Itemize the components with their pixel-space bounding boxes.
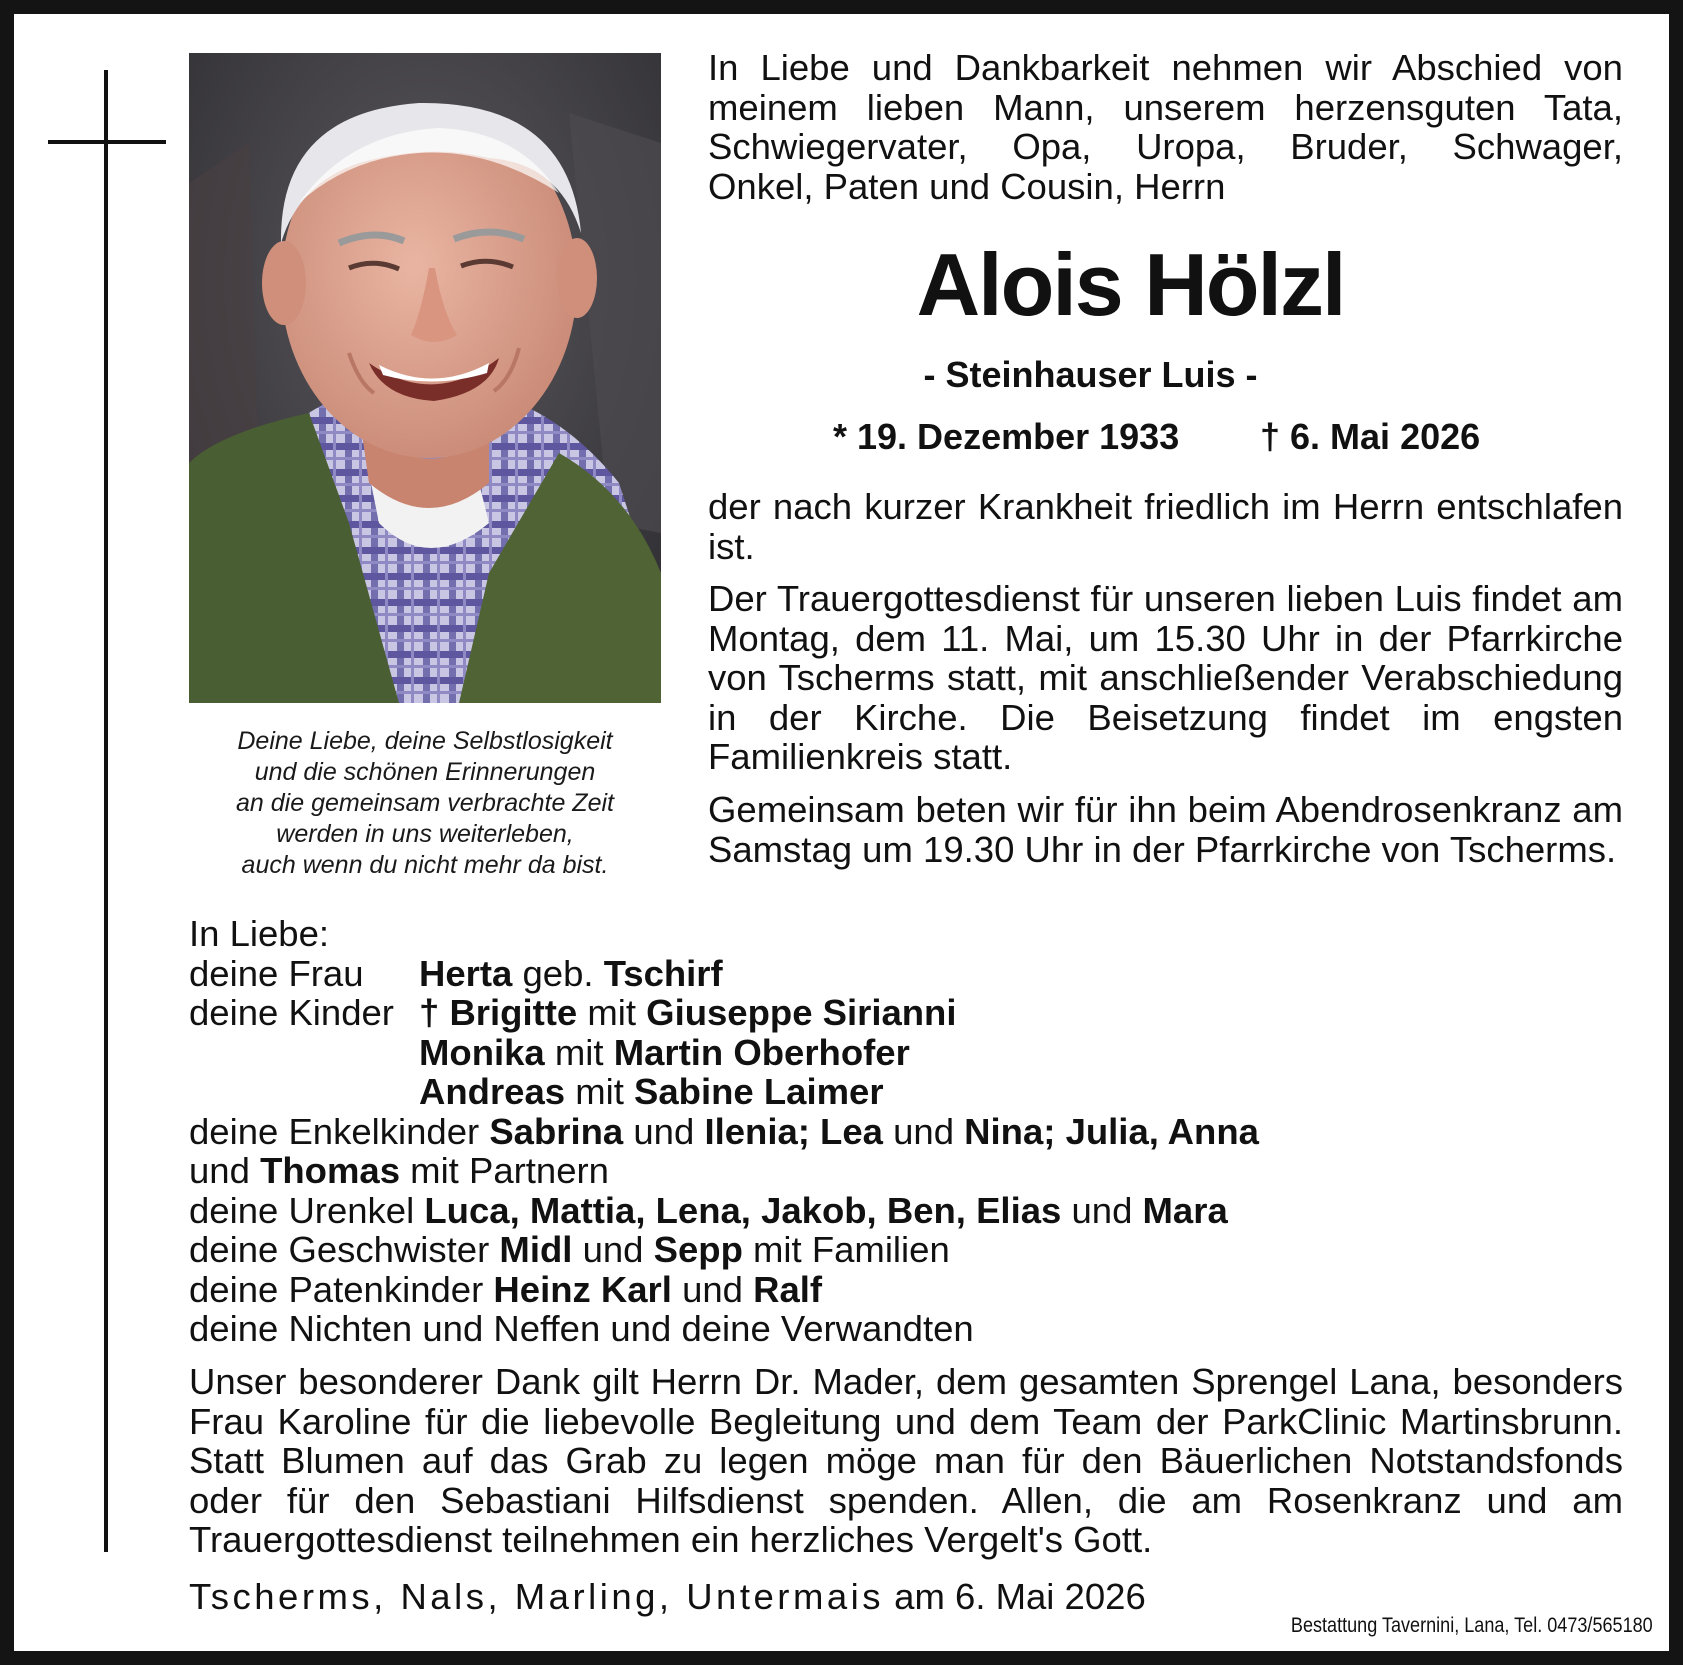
family-name: Giuseppe Sirianni xyxy=(646,992,957,1033)
family-label: deine Geschwister xyxy=(189,1229,490,1270)
family-row-children xyxy=(189,1033,1629,1073)
family-name: Ralf xyxy=(753,1268,823,1310)
family-connector: geb. xyxy=(522,952,594,994)
place-date: am 6. Mai 2026 xyxy=(894,1576,1146,1617)
family-row-children xyxy=(189,1072,1629,1112)
intro-line: Onkel, Paten und Cousin, Herrn xyxy=(708,165,1226,207)
family-connector: mit xyxy=(575,1071,624,1112)
family-name: Tschirf xyxy=(603,952,723,994)
funeral-service-text: Der Trauergottesdienst für unseren lieben Luis findet am Montag, dem 11. Mai, um 15.30 Uhr in der Pfarrkirche von Tscherms statt, mit anschließender Verabschiedung in der Kirche. Die Beisetzung findet im engsten Familienkreis statt. xyxy=(708,578,1623,777)
family-row-grandchildren xyxy=(189,1112,1629,1152)
family-connector: und xyxy=(893,1110,955,1152)
family-name: Monika xyxy=(419,1031,545,1073)
family-name: Sabine Laimer xyxy=(634,1071,884,1112)
quote-line: an die gemeinsam verbrachte Zeit xyxy=(236,789,614,817)
intro-line: In Liebe und Dankbarkeit nehmen wir Abschied von xyxy=(708,47,1623,88)
birth-date: * 19. Dezember 1933 xyxy=(833,416,1180,457)
rosary-text: Gemeinsam beten wir für ihn beim Abendrosenkranz am Samstag um 19.30 Uhr in der Pfarrkirche von Tscherms. xyxy=(708,789,1623,870)
family-name: Sabrina xyxy=(489,1110,624,1152)
quote-line: auch wenn du nicht mehr da bist. xyxy=(241,851,609,879)
family-name: Martin Oberhofer xyxy=(613,1031,910,1073)
family-row-children xyxy=(189,993,1629,1033)
family-connector: mit xyxy=(554,1031,604,1073)
family-connector: und xyxy=(633,1110,695,1152)
family-label: deine Frau xyxy=(189,952,364,994)
quote-line: und die schönen Erinnerungen xyxy=(254,758,596,786)
intro-line: Schwiegervater, Opa, Uropa, Bruder, Schwager, xyxy=(708,126,1623,167)
family-name: Midl xyxy=(499,1229,573,1270)
family-list xyxy=(189,914,1629,1349)
family-label: deine Kinder xyxy=(189,992,394,1033)
family-row-relatives: deine Nichten und Neffen und deine Verwandten xyxy=(189,1308,974,1349)
family-name: Herta xyxy=(419,952,513,994)
family-connector: mit Partnern xyxy=(410,1150,609,1191)
portrait-photo xyxy=(189,53,661,703)
family-name: Nina; Julia, Anna xyxy=(964,1110,1259,1152)
family-name: Ilenia; Lea xyxy=(704,1110,883,1152)
family-row-great-grandchildren xyxy=(189,1191,1629,1231)
memorial-quote xyxy=(189,726,661,881)
family-label: deine Enkelkinder xyxy=(189,1110,480,1152)
place-and-date xyxy=(189,1576,1146,1618)
quote-line: werden in uns weiterleben, xyxy=(276,820,574,848)
passed-away-text: der nach kurzer Krankheit friedlich im Herrn entschlafen ist. xyxy=(708,486,1623,567)
family-connector: und xyxy=(189,1150,250,1191)
death-date: † 6. Mai 2026 xyxy=(1260,416,1481,457)
deceased-nickname: - Steinhauser Luis - xyxy=(923,354,1258,395)
family-name: Andreas xyxy=(419,1071,566,1112)
thanks-text: Unser besonderer Dank gilt Herrn Dr. Mader, dem gesamten Sprengel Lana, besonders Frau Karoline für die liebevolle Begleitung und dem Team der ParkClinic Martinsbrunn. Statt Blumen auf das Grab zu legen möge man für den Bäuerlichen Notstandsfonds oder für den Sebastiani Hilfsdienst spenden. Allen, die am Rosenkranz und am Trauergottesdienst teilnehmen ein herzliches Vergelt's Gott. xyxy=(189,1361,1623,1560)
quote-line: Deine Liebe, deine Selbstlosigkeit xyxy=(237,727,613,755)
family-name: Thomas xyxy=(260,1150,401,1191)
family-connector: und xyxy=(1071,1189,1133,1231)
family-label: deine Urenkel xyxy=(189,1189,415,1231)
family-name: † Brigitte xyxy=(419,992,578,1033)
deceased-name: Alois Hölzl xyxy=(916,235,1345,334)
family-connector: und xyxy=(682,1268,743,1310)
family-name: Luca, Mattia, Lena, Jakob, Ben, Elias xyxy=(424,1189,1062,1231)
family-heading: In Liebe: xyxy=(189,913,330,954)
family-connector: mit xyxy=(587,992,637,1033)
family-name: Sepp xyxy=(653,1229,743,1270)
intro-text xyxy=(708,48,1623,206)
family-name: Heinz Karl xyxy=(493,1268,672,1310)
family-row-siblings xyxy=(189,1230,1629,1270)
family-connector: mit Familien xyxy=(753,1229,950,1270)
family-row-grandchildren xyxy=(189,1151,1629,1191)
family-row-wife xyxy=(189,954,1629,994)
family-connector: und xyxy=(582,1229,644,1270)
family-name: Mara xyxy=(1142,1189,1228,1231)
family-row-godchildren xyxy=(189,1270,1629,1310)
undertaker-credit: Bestattung Tavernini, Lana, Tel. 0473/565180 xyxy=(1291,1614,1653,1637)
intro-line: meinem lieben Mann, unserem herzensguten Tata, xyxy=(708,86,1623,128)
place-towns: Tscherms, Nals, Marling, Untermais xyxy=(189,1576,885,1617)
family-label: deine Patenkinder xyxy=(189,1268,484,1310)
